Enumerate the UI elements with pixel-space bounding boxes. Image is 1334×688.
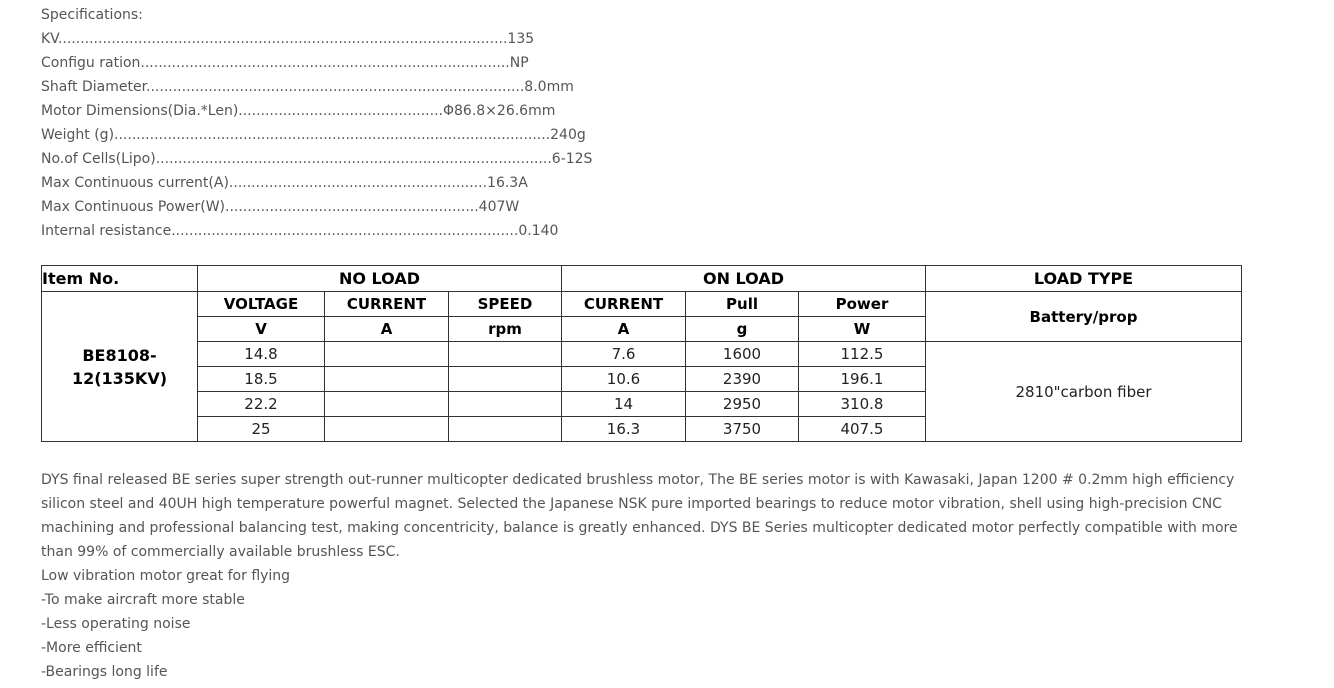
model-line-1: BE8108- xyxy=(82,345,157,365)
performance-table xyxy=(41,265,1242,442)
item-no-header: Item No. xyxy=(42,266,198,292)
feature-line-noise: -Less operating noise xyxy=(41,616,191,632)
col-pull: Pull xyxy=(686,292,799,317)
spec-line-cells: No.of Cells(Lipo).........................................................................................6-12S xyxy=(41,151,593,167)
spec-line-motor-dimensions: Motor Dimensions(Dia.*Len)..............................................Φ86.8×26.6mm xyxy=(41,103,556,119)
cell-pull: 1600 xyxy=(686,342,799,367)
spec-line-max-current: Max Continuous current(A)..........................................................16.3A xyxy=(41,175,528,191)
spec-line-internal-resistance: Internal resistance..............................................................................0.140 xyxy=(41,223,559,239)
cell-power: 310.8 xyxy=(799,392,926,417)
model-cell xyxy=(42,292,198,442)
cell-onload-current: 14 xyxy=(562,392,686,417)
cell-pull: 3750 xyxy=(686,417,799,442)
col-onload-current: CURRENT xyxy=(562,292,686,317)
spec-line-configuration: Configu ration...................................................................................NP xyxy=(41,55,529,71)
cell-voltage: 14.8 xyxy=(198,342,325,367)
cell-speed xyxy=(449,342,562,367)
unit-noload-current: A xyxy=(325,317,449,342)
no-load-header: NO LOAD xyxy=(198,266,562,292)
unit-onload-current: A xyxy=(562,317,686,342)
model-line-2: 12(135KV) xyxy=(71,368,168,388)
cell-onload-current: 16.3 xyxy=(562,417,686,442)
cell-noload-current xyxy=(325,367,449,392)
description-paragraph: DYS final released BE series super strength out-runner multicopter dedicated brushless motor, The BE series motor is with Kawasaki, Japan 1200 # 0.2mm high efficiency silicon steel and 40UH high temperature powerful magnet. Selected the Japanese NSK pure imported bearings to reduce motor vibration, shell using high-precision CNC machining and professional balancing test, making concentricity, balance is greatly enhanced. DYS BE Series multicopter dedicated motor perfectly compatible with more than 99% of commercially available brushless ESC. xyxy=(41,472,1238,560)
col-speed: SPEED xyxy=(449,292,562,317)
col-noload-current: CURRENT xyxy=(325,292,449,317)
cell-voltage: 22.2 xyxy=(198,392,325,417)
cell-power: 196.1 xyxy=(799,367,926,392)
description-block xyxy=(41,468,1241,684)
spec-line-shaft-diameter: Shaft Diameter.....................................................................................8.0mm xyxy=(41,79,574,95)
cell-speed xyxy=(449,367,562,392)
on-load-header: ON LOAD xyxy=(562,266,926,292)
cell-onload-current: 7.6 xyxy=(562,342,686,367)
cell-speed xyxy=(449,417,562,442)
unit-voltage: V xyxy=(198,317,325,342)
cell-noload-current xyxy=(325,417,449,442)
battery-prop-cell: Battery/prop xyxy=(926,292,1242,342)
unit-speed: rpm xyxy=(449,317,562,342)
table-row xyxy=(42,342,1242,367)
unit-pull: g xyxy=(686,317,799,342)
cell-pull: 2950 xyxy=(686,392,799,417)
specifications-heading: Specifications: xyxy=(41,7,143,23)
cell-voltage: 25 xyxy=(198,417,325,442)
col-voltage: VOLTAGE xyxy=(198,292,325,317)
prop-cell: 2810"carbon fiber xyxy=(926,342,1242,442)
feature-line-bearings: -Bearings long life xyxy=(41,664,168,680)
spec-line-kv: KV.....................................................................................................135 xyxy=(41,31,535,47)
cell-voltage: 18.5 xyxy=(198,367,325,392)
col-power: Power xyxy=(799,292,926,317)
table-column-row xyxy=(42,292,1242,317)
cell-pull: 2390 xyxy=(686,367,799,392)
cell-speed xyxy=(449,392,562,417)
spec-line-weight: Weight (g)..................................................................................................240g xyxy=(41,127,586,143)
load-type-header: LOAD TYPE xyxy=(926,266,1242,292)
cell-power: 407.5 xyxy=(799,417,926,442)
table-header-row xyxy=(42,266,1242,292)
spec-line-max-power: Max Continuous Power(W).........................................................407W xyxy=(41,199,520,215)
cell-onload-current: 10.6 xyxy=(562,367,686,392)
cell-noload-current xyxy=(325,392,449,417)
feature-line-stable: -To make aircraft more stable xyxy=(41,592,245,608)
feature-line-intro: Low vibration motor great for flying xyxy=(41,568,291,584)
specifications-block xyxy=(41,3,592,243)
cell-noload-current xyxy=(325,342,449,367)
unit-power: W xyxy=(799,317,926,342)
cell-power: 112.5 xyxy=(799,342,926,367)
feature-line-efficient: -More efficient xyxy=(41,640,142,656)
